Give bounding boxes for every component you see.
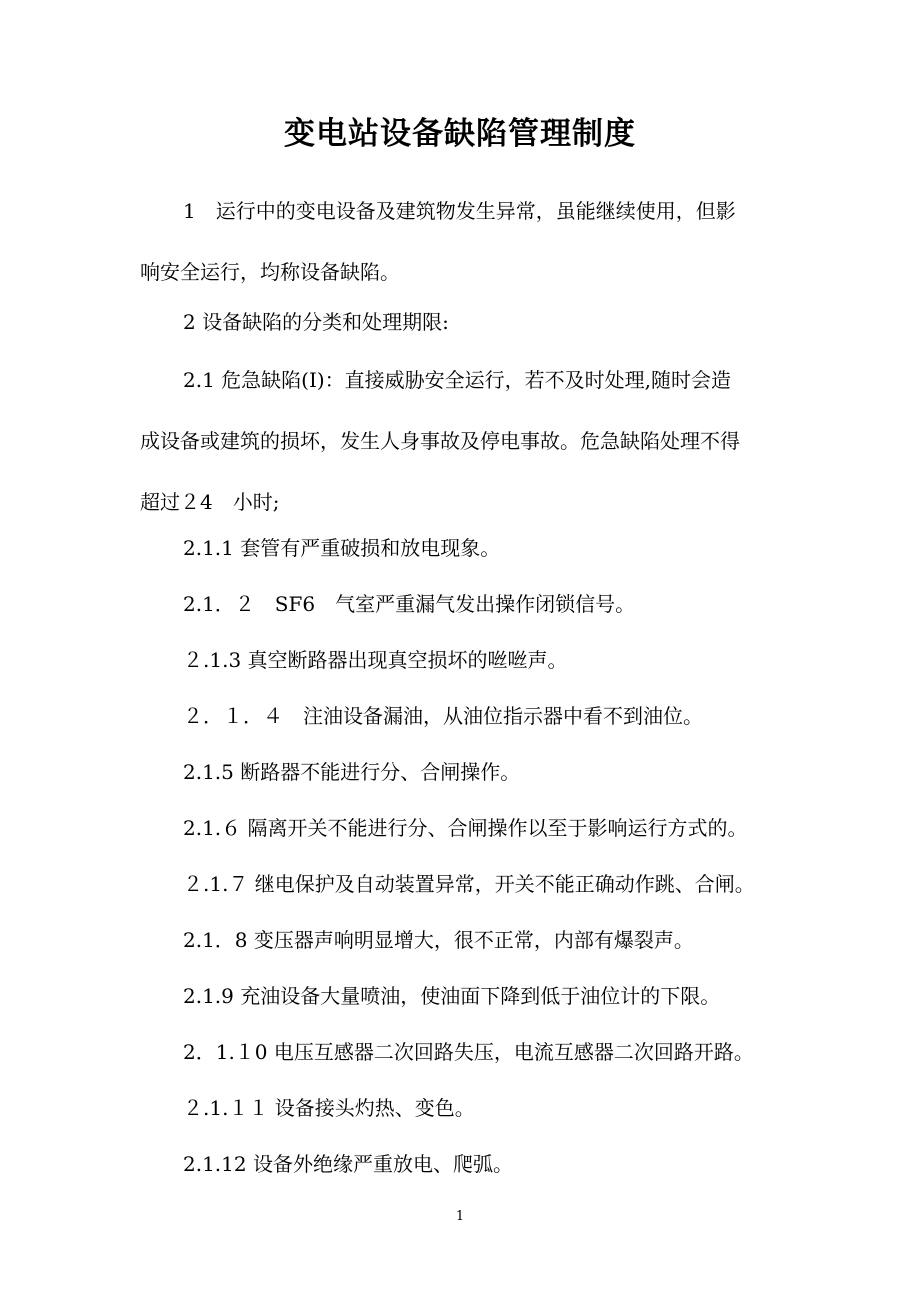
paragraph-line: 2.1.12 设备外绝缘严重放电、爬弧。: [183, 1152, 513, 1176]
page-number: 1: [455, 1209, 465, 1224]
paragraph-line: 1 运行中的变电设备及建筑物发生异常，虽能继续使用，但影: [183, 199, 736, 223]
paragraph-line: 响安全运行，均称设备缺陷。: [140, 260, 400, 284]
paragraph-line: ２.1.3 真空断路器出现真空损坏的咝咝声。: [183, 648, 568, 672]
list-item-2-1-3: [140, 630, 800, 691]
paragraph-line: 2.1．２ SF6 气室严重漏气发出操作闭锁信号。: [183, 592, 636, 616]
paragraph-line: 2 设备缺陷的分类和处理期限:: [183, 310, 449, 334]
paragraph-line: 2.1.9 充油设备大量喷油，使油面下降到低于油位计的下限。: [183, 984, 721, 1008]
list-item-2-1-8: [140, 910, 800, 971]
list-item-2-1-12: [140, 1134, 800, 1195]
list-item-2-1-5: [140, 742, 800, 803]
list-item-2-1-1: [140, 518, 800, 579]
paragraph-line: 2.1.1 套管有严重破损和放电现象。: [183, 536, 501, 560]
paragraph-1: [140, 181, 800, 303]
paragraph-line: 2.1.６ 隔离开关不能进行分、合闸操作以至于影响运行方式的。: [183, 816, 748, 840]
paragraph-line: ２.1.７ 继电保护及自动装置异常，开关不能正确动作跳、合闸。: [183, 872, 755, 896]
paragraph-line: 超过２4 小时;: [140, 490, 280, 514]
list-item-2-1-9: [140, 966, 800, 1027]
list-item-2-1-11: [140, 1078, 800, 1139]
paragraph-line: ２.1.１１ 设备接头灼热、变色。: [183, 1096, 475, 1120]
list-item-2-1-7: [140, 854, 800, 915]
document-title: 变电站设备缺陷管理制度: [284, 116, 636, 152]
list-item-2-1-2: [140, 574, 800, 635]
list-item-2-1-4: [140, 686, 800, 747]
paragraph-line: ２．１．４ 注油设备漏油，从油位指示器中看不到油位。: [183, 704, 703, 728]
list-item-2-1-10: [140, 1022, 800, 1083]
paragraph-2-1: [140, 350, 800, 533]
paragraph-2: [140, 292, 800, 353]
paragraph-line: 2.1.5 断路器不能进行分、合闸操作。: [183, 760, 521, 784]
paragraph-line: 2.1 危急缺陷(Ⅰ)：直接威胁安全运行，若不及时处理,随时会造: [183, 368, 732, 392]
paragraph-line: 成设备或建筑的损坏，发生人身事故及停电事故。危急缺陷处理不得: [140, 429, 740, 453]
paragraph-line: 2.1．8 变压器声响明显增大，很不正常，内部有爆裂声。: [183, 928, 694, 952]
paragraph-line: 2．1.１0 电压互感器二次回路失压，电流互感器二次回路开路。: [183, 1040, 754, 1064]
list-item-2-1-6: [140, 798, 800, 859]
